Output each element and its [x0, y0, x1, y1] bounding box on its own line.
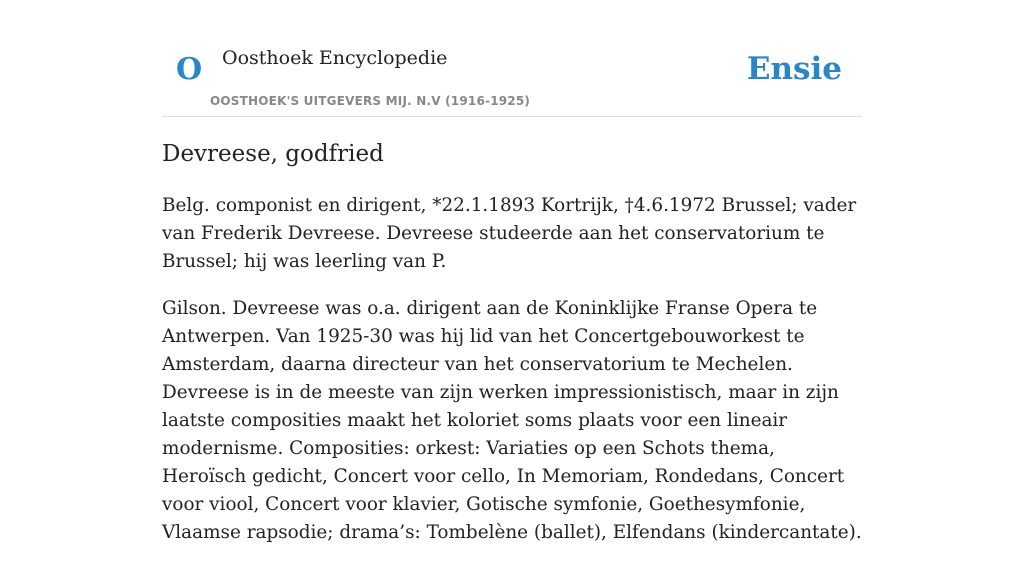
page: [162, 0, 862, 543]
site-header: [162, 0, 862, 117]
article-paragraph: Gilson. Devreese was o.a. dirigent aan de Koninklijke Franse Opera te Antwerpen. Van 1925-30 was hij lid van het Concertgebouworkest te Amsterdam, daarna directeur van het conservatorium te Mechelen. Devreese is in de meeste van zijn werken impressionistisch, maar in zijn laatste composities maakt het koloriet soms plaats voor een lineair modernisme. Composities: orkest: Variaties op een Schots thema, Heroïsch gedicht, Concert voor cello, In Memoriam, Rondedans, Concert voor viool, Concert voor klavier, Gotische symfonie, Goethesymfonie, Vlaamse rapsodie; drama’s: Tombelène (ballet), Elfendans (kindercantate).: [162, 298, 862, 543]
article-title: Devreese, godfried: [162, 141, 384, 167]
ensie-brand-link[interactable]: Ensie: [746, 51, 842, 87]
article-paragraph: Belg. componist en dirigent, *22.1.1893 Kortrijk, †4.6.1972 Brussel; vader van Frederik Devreese. Devreese studeerde aan het conservatorium te Brussel; hij was leerling van P.: [162, 195, 857, 272]
article-body: [162, 192, 862, 566]
publisher-subtitle: OOSTHOEK'S UITGEVERS MIJ. N.V (1916-1925): [210, 94, 531, 108]
site-title-link[interactable]: Oosthoek Encyclopedie: [222, 47, 448, 69]
site-logo[interactable]: O: [176, 52, 203, 87]
